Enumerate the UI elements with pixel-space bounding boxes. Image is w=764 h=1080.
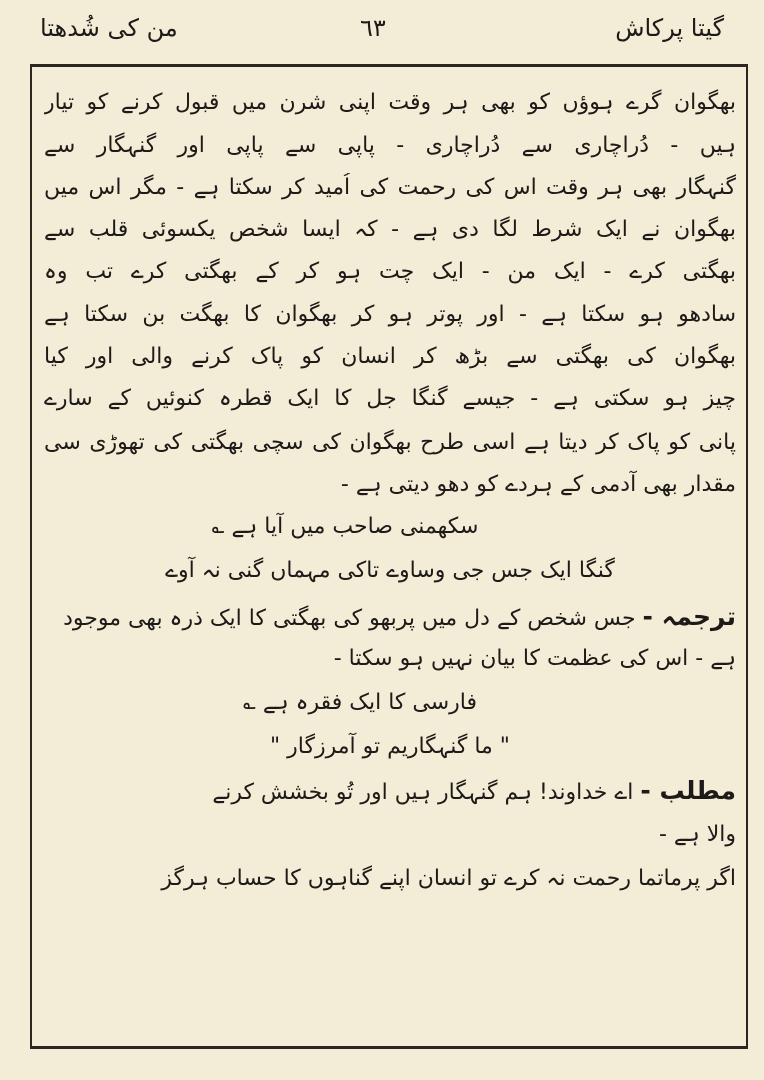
translation-line [44,602,736,634]
translation-text: جس شخص کے دل میں پربھو کی بھگتی کا ایک ذرہ بھی موجود [63,606,636,631]
translation-label: ترجمہ - [642,602,736,631]
text-line: چیز ہو سکتی ہے - جیسے گنگا جل کا ایک قطرہ کنوئیں کے سارے [44,386,736,411]
meaning-line [44,776,736,808]
text-line: سادھو ہو سکتا ہے - اور پوتر ہو کر بھگوان کا بھگت بن سکتا ہے [44,302,736,327]
text-line: گنہگار بھی ہر وقت اس کی رحمت کی اُمید کر سکتا ہے - مگر اس میں [44,175,736,200]
text-line: اگر پرماتما رحمت نہ کرے تو انسان اپنے گناہوں کا حساب ہرگز [161,866,736,891]
text-line: ہیں - دُراچاری سے دُراچاری - پاپی سے پاپی اور گنہگار سے [44,133,736,158]
text-line: پانی کو پاک کر دیتا ہے اسی طرح بھگوان کی سچی بھگتی کی تھوڑی سی [44,430,736,455]
meaning-label: مطلب - [640,776,736,805]
text-line: مقدار بھی آدمی کے ہردے کو دھو دیتی ہے - [340,472,736,497]
book-title: گیتا پرکاش [615,14,724,42]
text-line: بھگوان گرے ہوؤں کو بھی ہر وقت اپنی شرن میں قبول کرنے کو تیار [44,90,736,115]
text-line: بھگتی کرے - ایک من - ایک چت ہو کر کے بھگتی کرے تب وہ [44,259,736,284]
verse-intro: سکھمنی صاحب میں آیا ہے ؎ [211,514,479,539]
meaning-text: اے خداوند! ہم گنہگار ہیں اور تُو بخشش کرنے [212,780,634,805]
chapter-title: من کی شُدھتا [40,14,178,42]
text-line: بھگوان کی بھگتی سے بڑھ کر انسان کو پاک کرنے والی اور کیا [44,344,736,369]
page-number: ٦٣ [360,14,386,42]
text-line: بھگوان نے ایک شرط لگا دی ہے - کہ ایسا شخص یکسوئی قلب سے [44,217,736,242]
persian-intro: فارسی کا ایک فقرہ ہے ؎ [242,690,478,715]
verse-line: گنگا ایک جس جی وساوے تاکی مہماں گنی نہ آوے [165,558,615,583]
text-line: ہے - اس کی عظمت کا بیان نہیں ہو سکتا - [333,646,736,671]
persian-quote: " ما گنہگاریم تو آمرزگار " [270,734,510,759]
text-line: والا ہے - [659,822,736,847]
